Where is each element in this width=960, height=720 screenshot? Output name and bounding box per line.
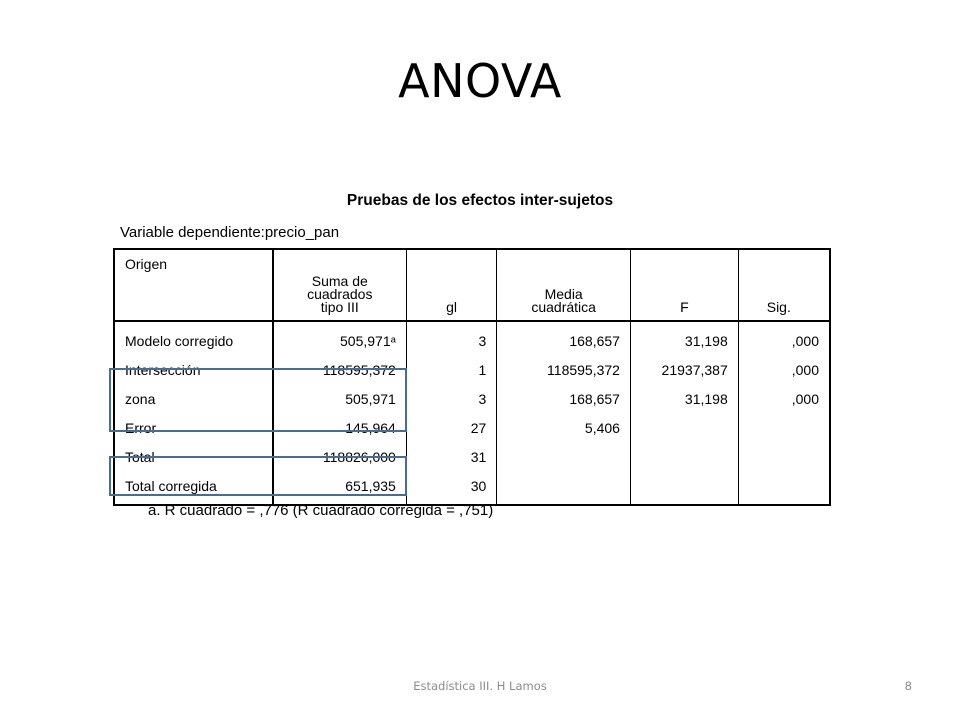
highlight-box-total-corregida: [109, 456, 407, 496]
slide-title: ANOVA: [398, 54, 562, 108]
row-sum-of-squares: 505,971ᵃ: [273, 321, 407, 355]
row-sig: [738, 471, 830, 505]
row-mean-square: [497, 442, 631, 471]
table-footnote: a. R cuadrado = ,776 (R cuadrado corregida = ,751): [148, 502, 494, 519]
row-sig: ,000: [791, 361, 819, 378]
row-df: 31: [406, 442, 497, 471]
row-sum-of-squares: 651,935: [273, 471, 407, 505]
header-f: F: [630, 249, 738, 321]
header-df: gl: [406, 249, 497, 321]
row-df: 30: [406, 471, 497, 505]
row-source: Modelo corregido: [114, 321, 273, 355]
highlight-box-zona-error: [109, 368, 407, 432]
row-sig: [738, 442, 830, 471]
row-sum-of-squares: 145,964: [273, 413, 407, 442]
header-mean-square: Media cuadrática: [497, 249, 631, 321]
row-df: 1: [406, 355, 497, 384]
row-source: Intersección: [114, 355, 273, 384]
row-mean-square: 5,406: [497, 413, 631, 442]
row-mean-square: 118595,372: [497, 355, 631, 384]
row-source: Error: [114, 413, 273, 442]
row-mean-square: 168,657: [497, 321, 631, 355]
row-df: 3: [406, 384, 497, 413]
dependent-variable-label: Variable dependiente:precio_pan: [120, 224, 340, 241]
page-number: 8: [904, 679, 912, 693]
row-f: [630, 442, 738, 471]
row-source: Total corregida: [114, 471, 273, 505]
row-df: 3: [406, 321, 497, 355]
row-f: 21937,387: [630, 355, 738, 384]
row-sum-of-squares: 118826,000: [273, 442, 407, 471]
row-f: 31,198: [630, 321, 738, 355]
header-sum-of-squares: Suma de cuadrados tipo III: [273, 249, 407, 321]
table-title: Pruebas de los efectos inter-sujetos: [346, 192, 614, 209]
row-source: Total: [114, 442, 273, 471]
header-sig: Sig.: [738, 249, 830, 321]
row-f: [630, 413, 738, 442]
row-sum-of-squares: 505,971: [273, 384, 407, 413]
row-sig: ,000: [791, 390, 819, 407]
row-sig: ,000: [791, 332, 819, 349]
row-mean-square: [497, 471, 631, 505]
row-f: [630, 471, 738, 505]
row-df: 27: [406, 413, 497, 442]
row-sig: [738, 413, 830, 442]
row-sum-of-squares: 118595,372: [273, 355, 407, 384]
header-origin: Origen: [114, 249, 273, 321]
row-source: zona: [114, 384, 273, 413]
row-f: 31,198: [630, 384, 738, 413]
row-mean-square: 168,657: [497, 384, 631, 413]
table-row: [114, 321, 830, 355]
footer-text: Estadística III. H Lamos: [413, 679, 547, 693]
table-header-row: [114, 249, 830, 321]
